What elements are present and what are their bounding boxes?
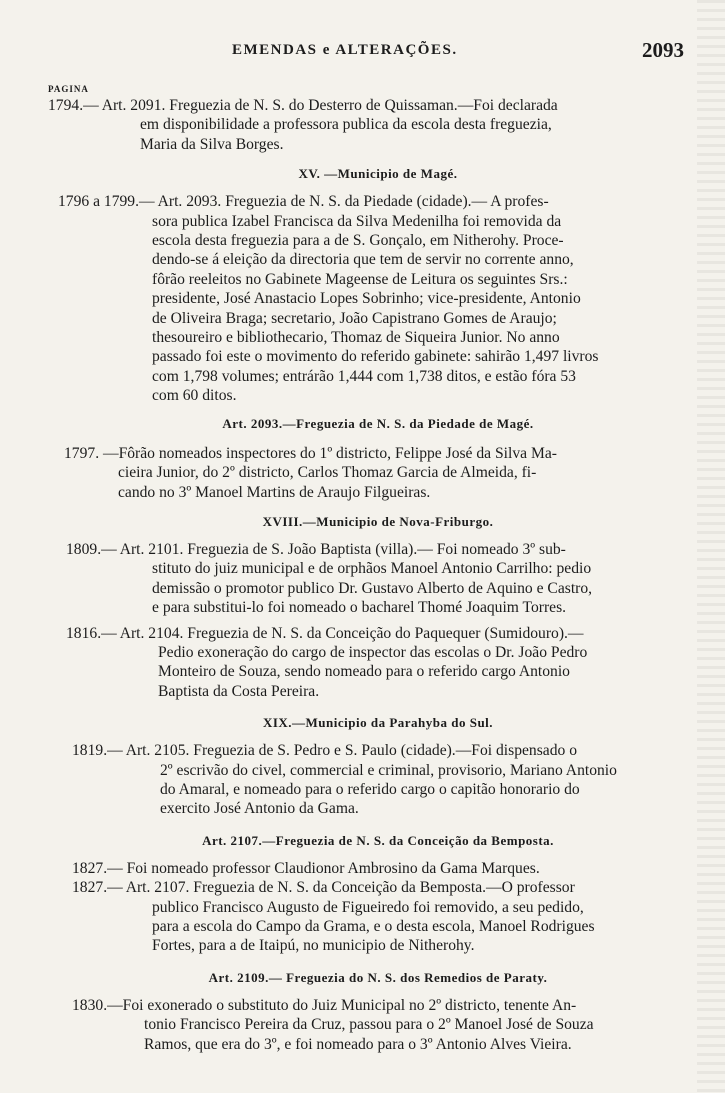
text-line: cando no 3º Manoel Martins de Araujo Filgueiras.: [118, 483, 431, 501]
text-line: sora publica Izabel Francisca da Silva Medenilha foi removida da: [152, 212, 562, 230]
section-heading: Art. 2093.—Freguezia de N. S. da Piedade de Magé.: [222, 415, 534, 431]
page-number: 2093: [642, 38, 684, 62]
text-line: 1819.— Art. 2105. Freguezia de S. Pedro e S. Paulo (cidade).—Foi dispensado o: [72, 742, 577, 760]
text-line: Baptista da Costa Pereira.: [158, 682, 320, 700]
text-line: demissão o promotor publico Dr. Gustavo Alberto de Aquino e Castro,: [152, 579, 593, 597]
entry-paragraph: [48, 96, 708, 154]
text-line: passado foi este o movimento do referido gabinete: sahirão 1,497 livros: [152, 348, 599, 366]
entry-paragraph: [48, 741, 708, 819]
entry-paragraph: [48, 540, 708, 618]
text-line: para a escola do Campo da Grama, e o desta escola, Manoel Rodrigues: [152, 918, 595, 935]
text-line: com 60 ditos.: [152, 387, 237, 405]
text-line: dendo-se á eleição da directoria que tem de servir no corrente anno,: [152, 251, 574, 269]
text-line: Fortes, para a de Itaipú, no municipio de Nitherohy.: [152, 937, 475, 955]
text-line: Ramos, que era do 3º, e foi nomeado para o 3º Antonio Alves Vieira.: [144, 1035, 572, 1053]
section-heading: Art. 2107.—Freguezia de N. S. da Conceição da Bemposta.: [202, 832, 554, 848]
text-line: stituto do juiz municipal e de orphãos Manoel Antonio Carrilho: pedio: [152, 560, 592, 578]
text-line: presidente, José Anastacio Lopes Sobrinho; vice-presidente, Antonio: [152, 290, 581, 308]
text-line: Maria da Silva Borges.: [140, 135, 284, 153]
text-line: com 1,798 volumes; entrárão 1,444 com 1,738 ditos, e estão fóra 53: [152, 367, 576, 385]
document-body: [48, 96, 708, 1054]
text-line: 1816.— Art. 2104. Freguezia de N. S. da Conceição do Paquequer (Sumidouro).—: [66, 624, 584, 642]
text-line: Pedio exoneração do cargo de inspector das escolas o Dr. João Pedro: [158, 643, 588, 661]
text-line: thesoureiro e bibliothecario, Thomaz de Siqueira Junior. No anno: [152, 329, 560, 347]
text-line: 1809.— Art. 2101. Freguezia de S. João Baptista (villa).— Foi nomeado 3º sub-: [66, 540, 566, 558]
text-line: cieira Junior, do 2º districto, Carlos Thomaz Garcia de Almeida, fi-: [118, 464, 537, 482]
text-line: do Amaral, e nomeado para o referido cargo o capitão honorario do: [160, 780, 580, 798]
text-line: fôrão reeleitos no Gabinete Mageense de Leitura os seguintes Srs.:: [152, 270, 568, 288]
section-heading: XIX.—Municipio da Parahyba do Sul.: [262, 715, 494, 731]
section-heading: XV. —Municipio de Magé.: [298, 166, 458, 182]
text-line: em disponibilidade a professora publica da escola desta freguezia,: [140, 116, 552, 134]
text-line: escola desta freguezia para a de S. Gonçalo, em Nitherohy. Proce-: [152, 232, 564, 250]
text-line: de Oliveira Braga; secretario, João Capistrano Gomes de Araujo;: [152, 309, 557, 327]
text-line: 1794.— Art. 2091. Freguezia de N. S. do Desterro de Quissaman.—Foi declarada: [48, 97, 558, 114]
text-line: 1797. —Fôrão nomeados inspectores do 1º districto, Felippe José da Silva Ma-: [64, 444, 557, 462]
text-line: exercito José Antonio da Gama.: [160, 800, 359, 818]
text-line: e para substitui-lo foi nomeado o bacharel Thomé Joaquim Torres.: [152, 599, 567, 617]
text-line: Monteiro de Souza, sendo nomeado para o referido cargo Antonio: [158, 663, 570, 681]
text-line: publico Francisco Augusto de Figueiredo foi removido, a seu pedido,: [152, 898, 584, 916]
entry-paragraph: [48, 192, 708, 405]
text-line: 2º escrivão do civel, commercial e criminal, provisorio, Mariano Antonio: [160, 761, 617, 779]
text-line: tonio Francisco Pereira da Cruz, passou para o 2º Manoel José de Souza: [144, 1016, 594, 1034]
text-line: 1827.— Foi nomeado professor Claudionor Ambrosino da Gama Marques.: [72, 859, 540, 877]
text-line: 1827.— Art. 2107. Freguezia de N. S. da Conceição da Bemposta.—O professor: [72, 879, 575, 897]
entry-paragraph: [48, 444, 708, 502]
section-heading: Art. 2109.— Freguezia do N. S. dos Remedios de Paraty.: [208, 969, 548, 985]
running-title: EMENDAS e ALTERAÇÕES.: [232, 42, 458, 58]
column-label: PAGINA: [48, 84, 89, 94]
entry-paragraph: [48, 859, 708, 878]
text-line: 1830.—Foi exonerado o substituto do Juiz Municipal no 2º districto, tenente An-: [72, 996, 577, 1014]
entry-paragraph: [48, 878, 708, 956]
entry-paragraph: [48, 624, 708, 702]
running-head: [0, 38, 725, 68]
section-heading: XVIII.—Municipio de Nova-Friburgo.: [262, 513, 494, 529]
text-line: 1796 a 1799.— Art. 2093. Freguezia de N. S. da Piedade (cidade).— A profes-: [58, 193, 549, 211]
entry-paragraph: [48, 996, 708, 1054]
